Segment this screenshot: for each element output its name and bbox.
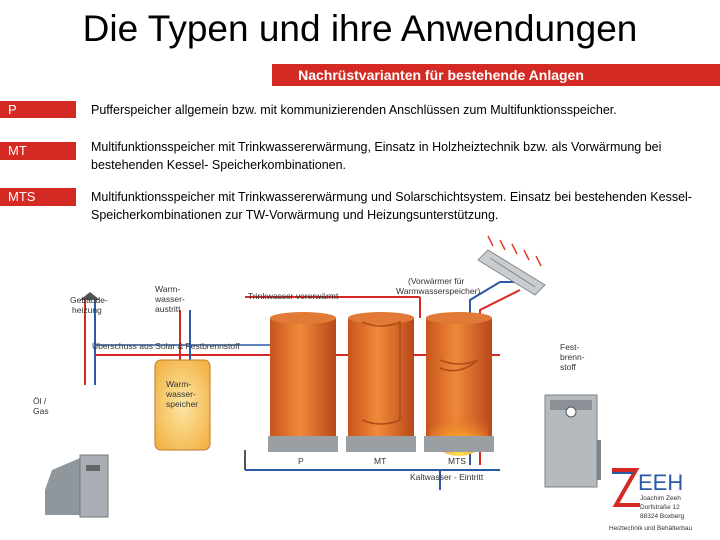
row-text-mt: Multifunktionsspeicher mit Trinkwassererwärmung, Einsatz in Holzheiztechnik bzw. als Vorwärmung bei bestehenden Kessel- Speicherkombinationen. — [91, 140, 662, 172]
label-hotwater-out-3: austritt — [155, 304, 181, 314]
company-logo — [609, 470, 692, 532]
solar-collector — [478, 236, 545, 295]
tank-label-mts: MTS — [448, 456, 466, 466]
label-ww-tank-3: speicher — [166, 399, 199, 409]
row-text-mts: Multifunktionsspeicher mit Trinkwassererwärmung und Solarschichtsystem. Einsatz bei bestehenden Kessel-Speicherkombinationen zur TW-Vorwärmung und Heizungsunterstützung. — [91, 190, 692, 222]
label-building-heating-2: heizung — [72, 305, 102, 315]
label-solid-fuel-2: brenn- — [560, 352, 585, 362]
label-ww-tank-1: Warm- — [166, 379, 192, 389]
row-code-p: P — [0, 101, 76, 118]
page-title: Die Typen und ihre Anwendungen — [82, 8, 638, 49]
label-oil-gas-1: Öl / — [33, 396, 47, 406]
row-text-p: Pufferspeicher allgemein bzw. mit kommunizierenden Anschlüssen zum Multifunktionsspeicher. — [91, 103, 617, 117]
label-hotwater-out-1: Warm- — [155, 284, 181, 294]
logo-brand: EEH — [638, 470, 684, 495]
label-surplus: Überschuss aus Solar & Festbrennstoff — [92, 341, 240, 351]
row-code-mt: MT — [0, 142, 76, 160]
label-solid-fuel-3: stoff — [560, 362, 576, 372]
logo-address-1: Dorfstraße 12 — [640, 504, 680, 511]
oil-gas-boiler — [45, 455, 108, 517]
multifunction-tank-mt — [346, 312, 416, 452]
label-hotwater-out-2: wasser- — [155, 294, 185, 304]
label-building-heating-1: Gebäude- — [70, 295, 108, 305]
label-oil-gas-2: Gas — [33, 406, 49, 416]
multifunction-tank-mts — [424, 312, 494, 456]
tank-label-mt: MT — [374, 456, 387, 466]
buffer-tank-p — [268, 312, 338, 452]
solid-fuel-boiler — [545, 395, 601, 487]
tank-label-p: P — [298, 456, 304, 466]
label-ww-tank-2: wasser- — [166, 389, 196, 399]
row-code-mts: MTS — [0, 188, 76, 206]
label-solid-fuel-1: Fest- — [560, 342, 580, 352]
logo-name: Joachim Zeeh — [640, 495, 681, 502]
label-preheated-water: Trinkwasser vorerwärmt — [248, 291, 339, 301]
label-preheater-1: (Vorwärmer für — [408, 276, 465, 286]
logo-address-2: 88324 Boxberg — [640, 513, 685, 520]
label-preheater-2: Warmwasserspeicher) — [396, 286, 481, 296]
banner-label: Nachrüstvarianten für bestehende Anlagen — [298, 67, 584, 83]
logo-tagline: Heiztechnik und Behälterbau — [609, 525, 693, 532]
label-cold-water: Kaltwasser - Eintritt — [410, 472, 484, 482]
